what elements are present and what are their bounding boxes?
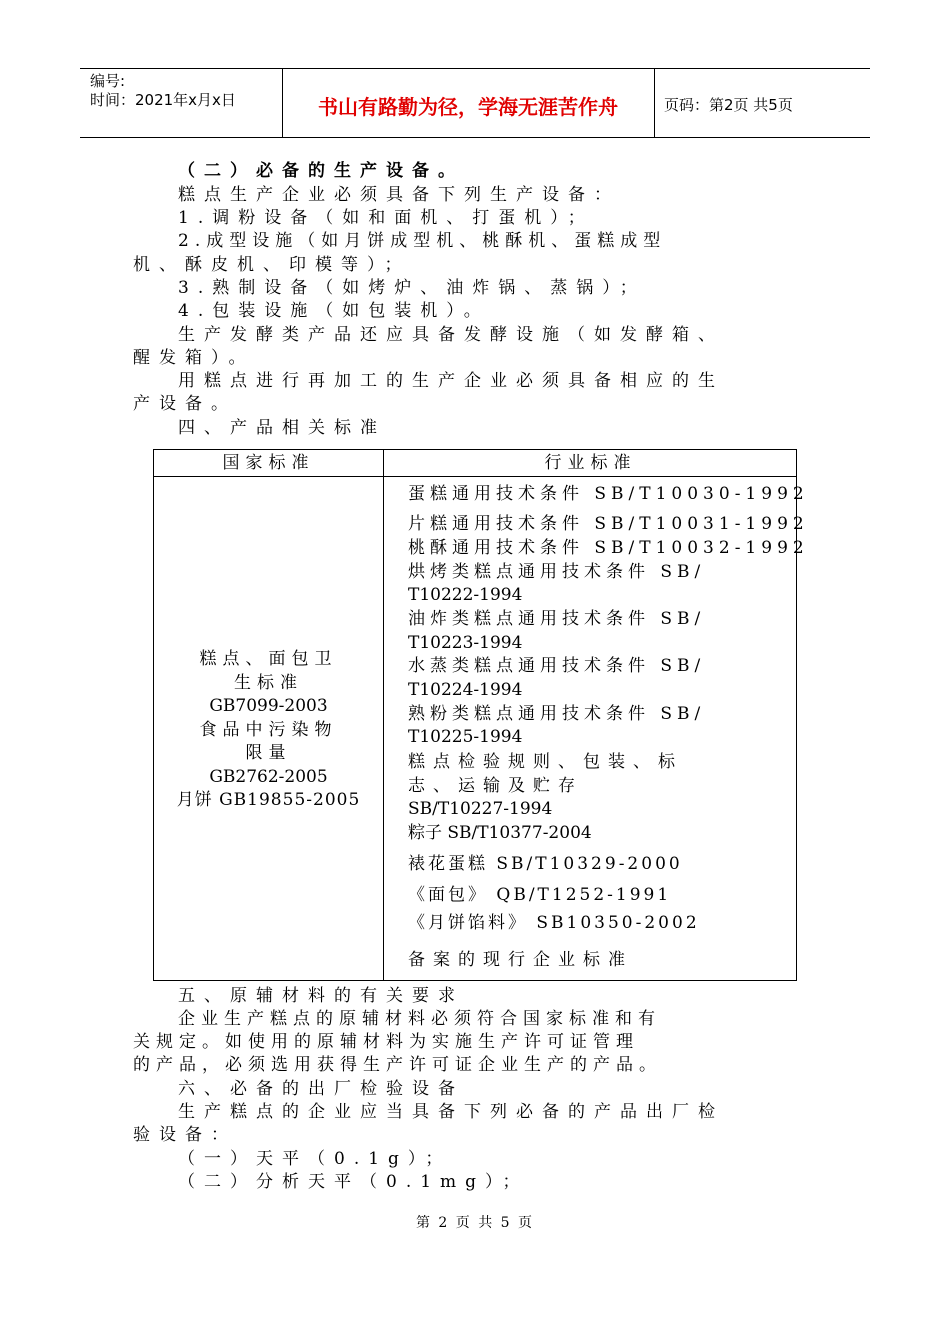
national-standard-line: GB2762-2005	[209, 766, 328, 787]
national-standard-line: 限量	[245, 743, 292, 763]
paragraph-line: 验设备：	[133, 1125, 237, 1145]
paragraph-line: 糕点生产企业必须具备下列生产设备：	[178, 185, 620, 205]
paragraph-line: 的产品，必须选用获得生产许可证企业生产的产品。	[133, 1055, 662, 1075]
table-divider	[383, 450, 384, 980]
industry-standard-line: 蛋糕通用技术条件 SB/T10030-1992	[408, 484, 809, 504]
list-item: 2.成型设施（如月饼成型机、桃酥机、蛋糕成型	[178, 231, 667, 251]
header-motto: 书山有路勤为径，学海无涯苦作舟	[318, 95, 618, 119]
section-heading: 六、必备的出厂检验设备	[178, 1079, 464, 1099]
national-standard-line: 糕点、面包卫	[199, 649, 338, 669]
section-heading: （二）必备的生产设备。	[178, 161, 464, 181]
header-divider	[654, 69, 655, 137]
paragraph-line: 用糕点进行再加工的生产企业必须具备相应的生	[178, 371, 724, 391]
header-page-label: 页码：第2页 共5页	[664, 96, 793, 114]
paragraph-line: 产设备。	[133, 394, 237, 414]
industry-standard-line: 油炸类糕点通用技术条件 SB/	[408, 609, 706, 629]
table-divider	[154, 476, 796, 477]
list-item: 4.包装设施（如包装机）。	[178, 301, 490, 321]
standards-table	[153, 449, 809, 981]
industry-standard-line: 片糕通用技术条件 SB/T10031-1992	[408, 514, 809, 534]
national-standard-line: 食品中污染物	[199, 719, 338, 740]
time-label: 时间：2021年x月x日	[90, 91, 236, 109]
industry-standard-line: 桃酥通用技术条件 SB/T10032-1992	[408, 538, 809, 558]
section-heading: 四、产品相关标准	[178, 418, 386, 438]
list-item: （一）天平（0.1g）；	[178, 1149, 452, 1169]
industry-standard-line: 熟粉类糕点通用技术条件 SB/	[408, 704, 706, 724]
national-standards-cell	[154, 648, 383, 813]
industry-standard-line: 《面包》 QB/T1252-1991	[408, 885, 672, 905]
industry-standard-line: 水蒸类糕点通用技术条件 SB/	[408, 656, 706, 676]
list-item: 1.调粉设备（如和面机、打蛋机）；	[178, 208, 594, 228]
section-heading: 五、原辅材料的有关要求	[178, 986, 464, 1006]
paragraph-line: 企业生产糕点的原辅材料必须符合国家标准和有	[178, 1009, 661, 1029]
page-header	[80, 68, 870, 138]
paragraph-line: 醒发箱）。	[133, 348, 255, 368]
industry-standard-line: 《月饼馅料》 SB10350-2002	[408, 913, 700, 933]
table-header-industry: 行业标准	[544, 453, 637, 473]
industry-standard-line: T10224-1994	[408, 680, 523, 700]
industry-standard-line: T10222-1994	[408, 585, 523, 605]
paragraph-line: 关规定。如使用的原辅材料为实施生产许可证管理	[133, 1032, 639, 1052]
paragraph-line: 生产糕点的企业应当具备下列必备的产品出厂检	[178, 1102, 724, 1122]
list-item: 3.熟制设备（如烤炉、油炸锅、蒸锅）；	[178, 278, 646, 298]
list-item: （二）分析天平（0.1mg）；	[178, 1172, 529, 1192]
paragraph-line: 生产发酵类产品还应具备发酵设施（如发酵箱、	[178, 325, 724, 345]
industry-standard-line: T10223-1994	[408, 633, 523, 653]
table-header-national: 国家标准	[222, 453, 315, 473]
national-standard-line: 月饼 GB19855-2005	[176, 790, 361, 810]
national-standard-line: 生标准	[234, 672, 303, 693]
industry-standard-line: 烘烤类糕点通用技术条件 SB/	[408, 562, 706, 582]
number-label: 编号:	[90, 72, 126, 90]
industry-standard-line: 备案的现行企业标准	[408, 950, 633, 970]
industry-standard-line: 裱花蛋糕 SB/T10329-2000	[408, 854, 683, 874]
industry-standard-line: 粽子 SB/T10377-2004	[408, 823, 592, 843]
industry-standard-line: 糕点检验规则、包装、标	[408, 752, 683, 772]
industry-standard-line: 志、运输及贮存	[408, 776, 583, 796]
industry-standard-line: T10225-1994	[408, 727, 523, 747]
list-item-continued: 机、酥皮机、印模等）；	[133, 255, 411, 275]
page-footer: 第 2 页 共 5 页	[415, 1215, 535, 1231]
national-standard-line: GB7099-2003	[209, 696, 328, 716]
header-meta	[90, 72, 236, 110]
industry-standard-line: SB/T10227-1994	[408, 799, 553, 819]
